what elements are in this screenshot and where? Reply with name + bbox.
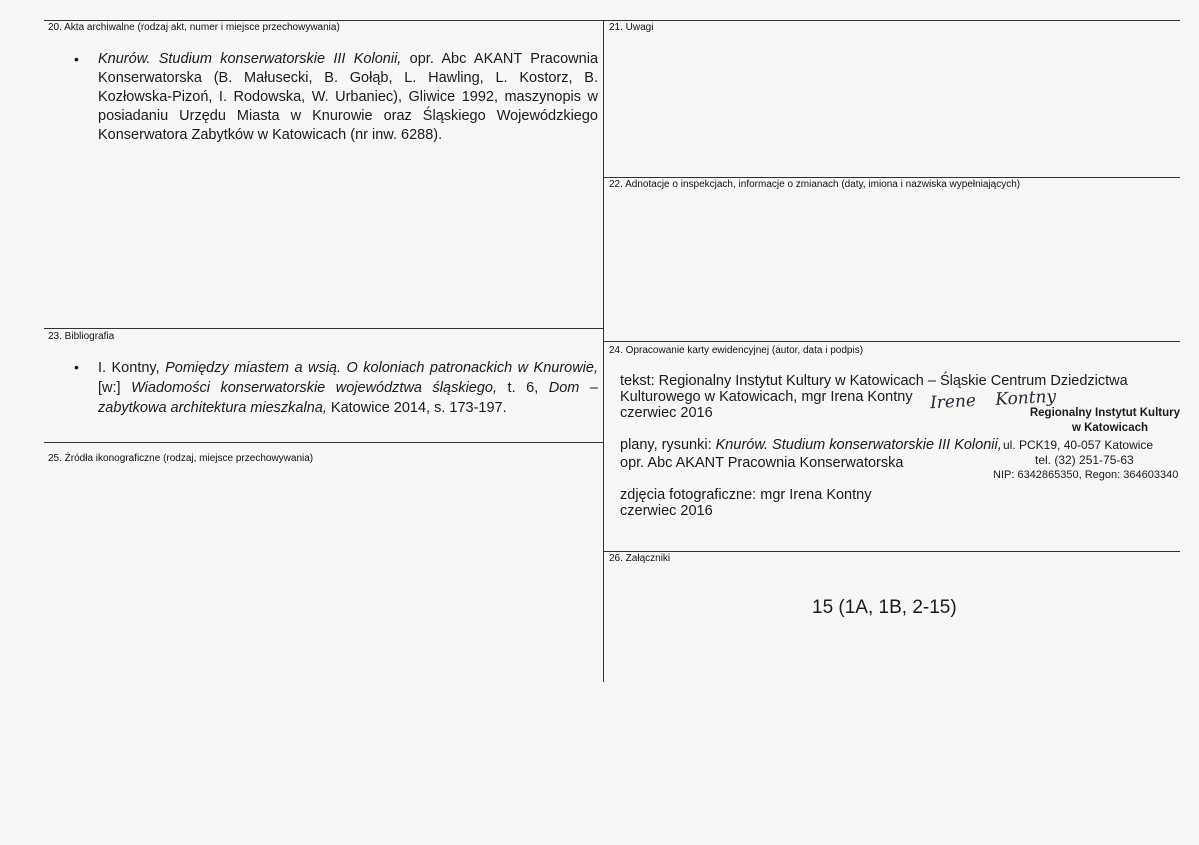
section-22-header: 22. Adnotacje o inspekcjach, informacje o zmianach (daty, imiona i nazwiska wypełniających) [609,179,1021,190]
section-21-header: 21. Uwagi [609,22,654,33]
bib-in: [w:] [98,380,132,396]
section-24-header: 24. Opracowanie karty ewidencyjnej (autor, data i podpis) [609,345,864,356]
attachments-value: 15 (1A, 1B, 2-15) [812,597,957,618]
tekst-line-2: Kulturowego w Katowicach, mgr Irena Kontny [620,389,913,405]
stamp-line-2: w Katowicach [1071,422,1149,434]
bullet-icon: • [74,51,79,67]
section-20-entry [98,50,598,145]
rule-right-22 [604,177,1180,178]
section-23-entry [98,358,598,418]
bib-volume: t. 6, [497,380,549,396]
section-20-title: Knurów. Studium konserwatorskie III Kolonii, [98,51,402,67]
bib-rest: Katowice 2014, s. 173-197. [326,400,507,416]
rule-left-23 [44,328,603,329]
rule-left-25 [44,442,603,443]
section-20-text: opr. Abc AKANT Pracownia Konserwatorska (B. Małusecki, B. Gołąb, L. Hawling, L. Kostorz, B. Kozłowska-Pizoń, I. Rodowska, W. Urbaniec), Gliwice 1992, maszynopis w posiadaniu Urzędu Miasta w Knurowie oraz Śląskiego Wojewódzkiego Konserwatora Zabytków w Katowicach (nr inw. 6288). [98,51,599,143]
zdjecia-date: czerwiec 2016 [620,503,713,519]
section-25-header: 25. Źródła ikonograficzne (rodzaj, miejsce przechowywania) [48,453,314,464]
section-26-header: 26. Załączniki [609,553,671,564]
bib-author: I. Kontny, [98,360,166,376]
stamp-line-1: Regionalny Instytut Kultury [1029,407,1180,419]
plany-line-2: opr. Abc AKANT Pracownia Konserwatorska [620,455,904,471]
signature-first: Irene [929,390,977,414]
signature-last: Kontny [994,386,1057,410]
plany-line-1 [620,436,1002,455]
stamp-nip: NIP: 6342865350, Regon: 364603340 [993,469,1179,481]
column-divider [603,20,604,682]
section-23-header: 23. Bibliografia [48,331,115,342]
bib-subtitle: Dom – zabytkowa architektura mieszkalna, [98,380,598,416]
section-20-header: 20. Akta archiwalne (rodzaj akt, numer i miejsce przechowywania) [48,22,340,33]
institution-stamp [1000,406,1180,436]
rule-right-24 [604,341,1180,342]
stamp-phone: tel. (32) 251-75-63 [1035,453,1134,467]
zdjecia-line-1: zdjęcia fotograficzne: mgr Irena Kontny [620,487,872,503]
top-rule [44,20,1180,21]
rule-right-26 [604,551,1180,552]
bib-journal: Wiadomości konserwatorskie województwa śląskiego, [131,380,498,396]
tekst-line-1: tekst: Regionalny Instytut Kultury w Katowicach – Śląskie Centrum Dziedzictwa [620,373,1128,389]
tekst-date: czerwiec 2016 [620,405,713,421]
plany-title: Knurów. Studium konserwatorskie III Kolonii, [715,437,1002,453]
stamp-address: ul. PCK19, 40-057 Katowice [1003,438,1154,452]
bullet-icon: • [74,359,79,375]
bib-title: Pomiędzy miastem a wsią. O koloniach patronackich w Knurowie, [165,360,598,376]
plany-prefix: plany, rysunki: [620,437,716,453]
